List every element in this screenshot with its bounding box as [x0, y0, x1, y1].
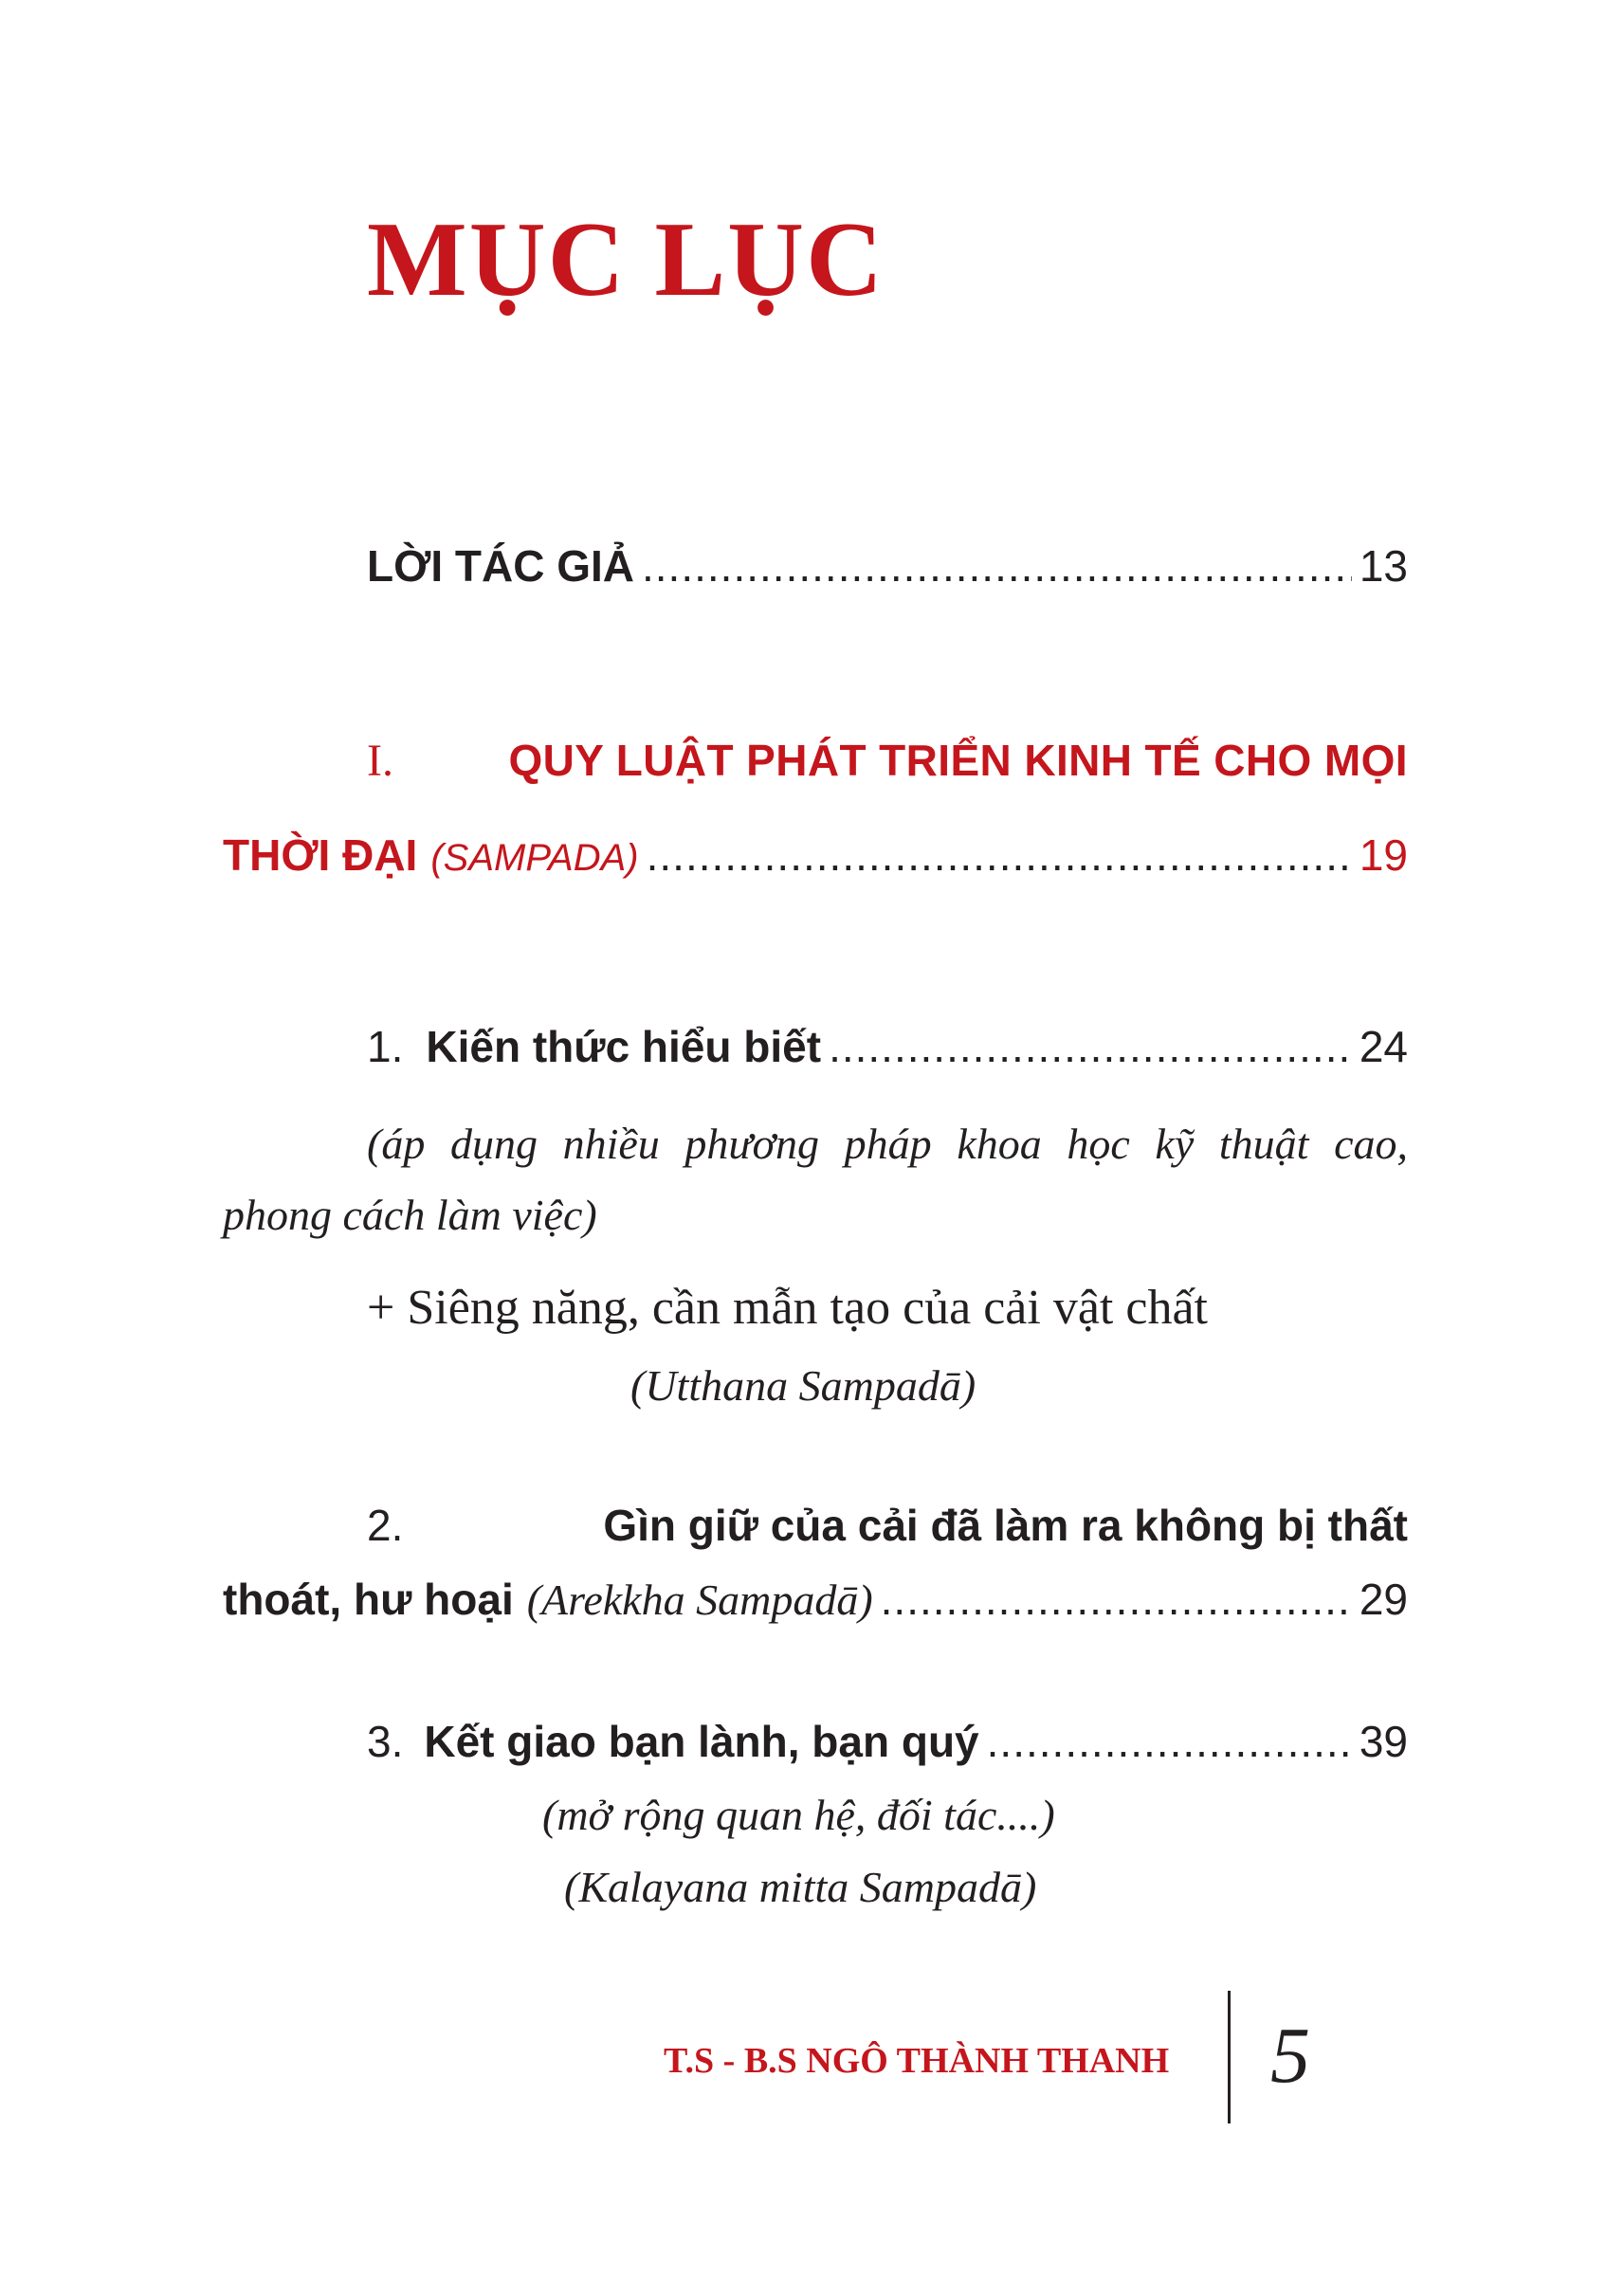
item-note: (mở rộng quan hệ, đối tác....) — [542, 1791, 1055, 1839]
part-numeral: I. — [367, 736, 393, 786]
toc-label: Kiến thức hiểu biết — [426, 1022, 822, 1071]
toc-page-number: 29 — [1359, 1575, 1408, 1624]
toc-label: Kết giao bạn lành, bạn quý — [424, 1717, 979, 1766]
toc-page-number: 19 — [1359, 830, 1408, 880]
item-term: (Kalayana mitta Sampadā) — [564, 1863, 1037, 1911]
toc-label: Gìn giữ của cải đã làm ra không bị thất — [603, 1501, 1408, 1550]
footer-author: T.S - B.S NGÔ THÀNH THANH — [664, 2041, 1170, 2081]
dot-leader — [647, 829, 1352, 881]
toc-page-number: 13 — [1359, 541, 1408, 591]
toc-entry-preface[interactable] — [367, 540, 1408, 592]
toc-label: LỜI TÁC GIẢ — [367, 541, 634, 591]
toc-page-number: 39 — [1359, 1717, 1408, 1766]
item-number: 3. — [367, 1717, 404, 1766]
dot-leader — [987, 1716, 1352, 1767]
footer-divider — [1228, 1991, 1231, 2123]
toc-entry-item2-cont[interactable] — [223, 1574, 1408, 1625]
item-number: 1. — [367, 1022, 404, 1071]
dot-leader — [881, 1574, 1352, 1625]
toc-label-cont: thoát, hư hoại — [223, 1575, 514, 1624]
item-term: (Arekkha Sampadā) — [526, 1576, 873, 1624]
toc-entry-item3[interactable] — [367, 1716, 1408, 1767]
part-title-line2: THỜI ĐẠI — [223, 830, 418, 880]
item-note: (áp dụng nhiều phương pháp khoa học kỹ thuật cao, — [367, 1120, 1408, 1168]
sub-entry-term: (Utthana Sampadā) — [630, 1361, 976, 1410]
sub-entry: + Siêng năng, cần mẫn tạo của cải vật chất — [367, 1281, 1208, 1335]
part-title-line1: QUY LUẬT PHÁT TRIỂN KINH TẾ CHO MỌI — [508, 736, 1408, 785]
item-number: 2. — [367, 1501, 404, 1550]
page-title: MỤC LỤC — [367, 201, 885, 319]
dot-leader — [829, 1021, 1352, 1072]
dot-leader — [642, 540, 1352, 592]
page-number: 5 — [1270, 2012, 1310, 2100]
toc-entry-item2[interactable] — [367, 1500, 1408, 1551]
toc-page-number: 24 — [1359, 1022, 1408, 1071]
toc-entry-part1-cont[interactable] — [223, 829, 1408, 881]
part-subtitle: (SAMPADA) — [430, 837, 639, 879]
toc-entry-part1[interactable] — [367, 735, 1408, 787]
toc-entry-item1[interactable] — [367, 1021, 1408, 1072]
item-note-cont: phong cách làm việc) — [223, 1191, 597, 1239]
